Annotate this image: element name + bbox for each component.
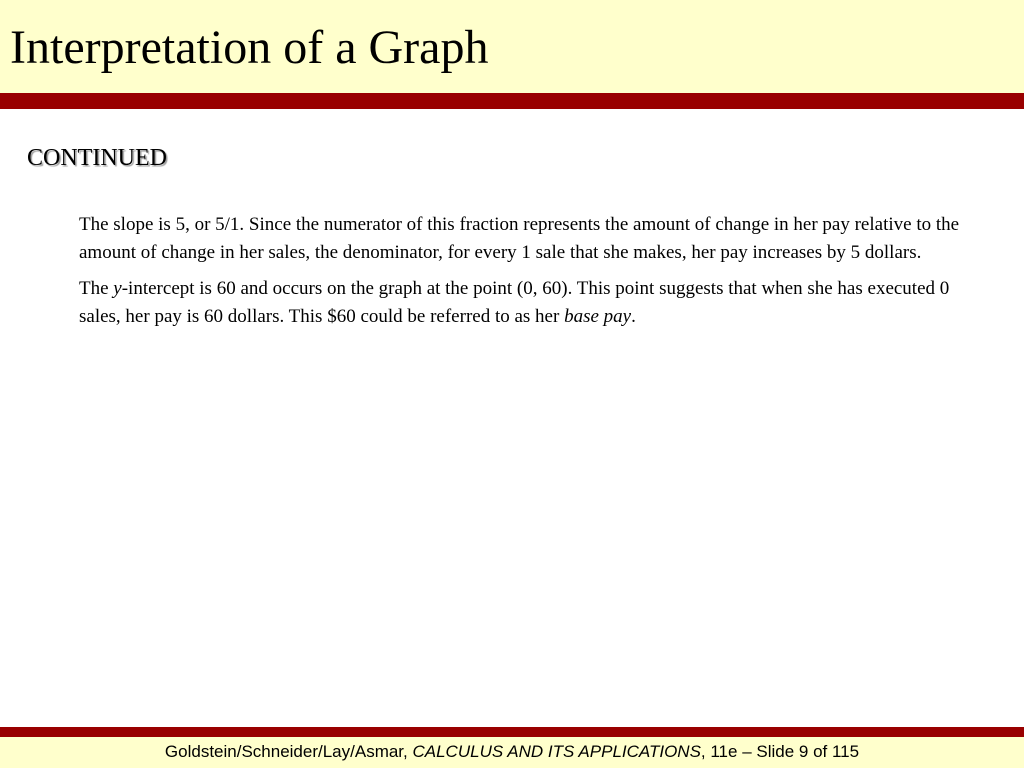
slide-title: Interpretation of a Graph [10,21,489,74]
footer-authors: Goldstein/Schneider/Lay/Asmar, [164,742,413,761]
slide-footer [0,741,1024,763]
footer-divider [0,727,1024,737]
y-variable: y [113,278,122,299]
title-band [0,0,1024,93]
intercept-paragraph [79,275,979,331]
base-pay-term: base pay [564,306,632,327]
title-divider [0,93,1024,109]
footer-slide-number: , 11e – Slide 9 of 115 [700,742,860,761]
slide-body [79,211,979,339]
intercept-text-end: . [631,306,636,327]
footer-book-title: CALCULUS AND ITS APPLICATIONS [412,742,701,761]
section-heading: CONTINUED [27,145,167,171]
intercept-text-middle: -intercept is 60 and occurs on the graph at the point (0, 60). This point suggests that when she has executed 0 sales, her pay is 60 dollars. This $60 could be referred to as her [79,278,950,327]
slope-paragraph: The slope is 5, or 5/1. Since the numerator of this fraction represents the amount of change in her pay relative to the amount of change in her sales, the denominator, for every 1 sale that she makes, her pay increases by 5 dollars. [79,214,960,263]
intercept-text-start: The [79,278,114,299]
